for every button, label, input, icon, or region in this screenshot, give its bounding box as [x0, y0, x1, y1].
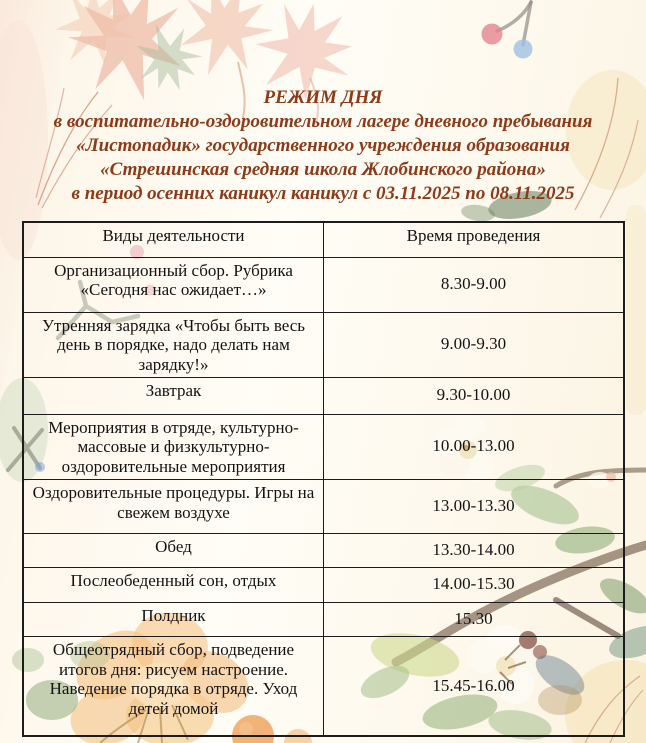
- table-header-row: [23, 222, 624, 257]
- table-row: [23, 533, 624, 567]
- time-cell: 9.00-9.30: [324, 312, 625, 377]
- activity-cell: Утренняя зарядка «Чтобы быть весь день в порядке, надо делать нам зарядку!»: [23, 312, 324, 377]
- table-row: [23, 567, 624, 602]
- time-cell: 15.30: [324, 602, 625, 636]
- schedule-table: [22, 221, 625, 737]
- time-cell: 14.00-15.30: [324, 567, 625, 602]
- activity-cell: Завтрак: [23, 377, 324, 414]
- activity-cell: Оздоровительные процедуры. Игры на свежем воздухе: [23, 479, 324, 533]
- time-cell: 9.30-10.00: [324, 377, 625, 414]
- table-row: [23, 479, 624, 533]
- subtitle-line: «Листопадик» государственного учреждения образования: [76, 135, 570, 156]
- table-row: [23, 312, 624, 377]
- table-row: [23, 636, 624, 736]
- document-header: [0, 86, 646, 206]
- activity-cell: Мероприятия в отряде, культурно-массовые и физкультурно-оздоровительные мероприятия: [23, 414, 324, 479]
- column-header-time: Время проведения: [324, 222, 625, 257]
- time-cell: 13.30-14.00: [324, 533, 625, 567]
- table-row: [23, 414, 624, 479]
- activity-cell: Общеотрядный сбор, подведение итогов дня: рисуем настроение. Наведение порядка в отряде. Уход детей домой: [23, 636, 324, 736]
- time-cell: 13.00-13.30: [324, 479, 625, 533]
- page-title: РЕЖИМ ДНЯ: [263, 87, 383, 108]
- activity-cell: Послеобеденный сон, отдых: [23, 567, 324, 602]
- table-row: [23, 602, 624, 636]
- subtitle-line: в период осенних каникул каникул с 03.11.2025 по 08.11.2025: [71, 183, 575, 204]
- berry-sprig-icon: [482, 2, 533, 59]
- time-cell: 10.00-13.00: [324, 414, 625, 479]
- table-row: [23, 257, 624, 312]
- time-cell: 15.45-16.00: [324, 636, 625, 736]
- time-cell: 8.30-9.00: [324, 257, 625, 312]
- subtitle-line: в воспитательно-оздоровительном лагере дневного пребывания: [53, 111, 593, 132]
- activity-cell: Организационный сбор. Рубрика «Сегодня нас ожидает…»: [23, 257, 324, 312]
- table-row: [23, 377, 624, 414]
- subtitle-line: «Стрешинская средняя школа Жлобинского района»: [100, 159, 546, 180]
- activity-cell: Обед: [23, 533, 324, 567]
- activity-cell: Полдник: [23, 602, 324, 636]
- column-header-activity: Виды деятельности: [23, 222, 324, 257]
